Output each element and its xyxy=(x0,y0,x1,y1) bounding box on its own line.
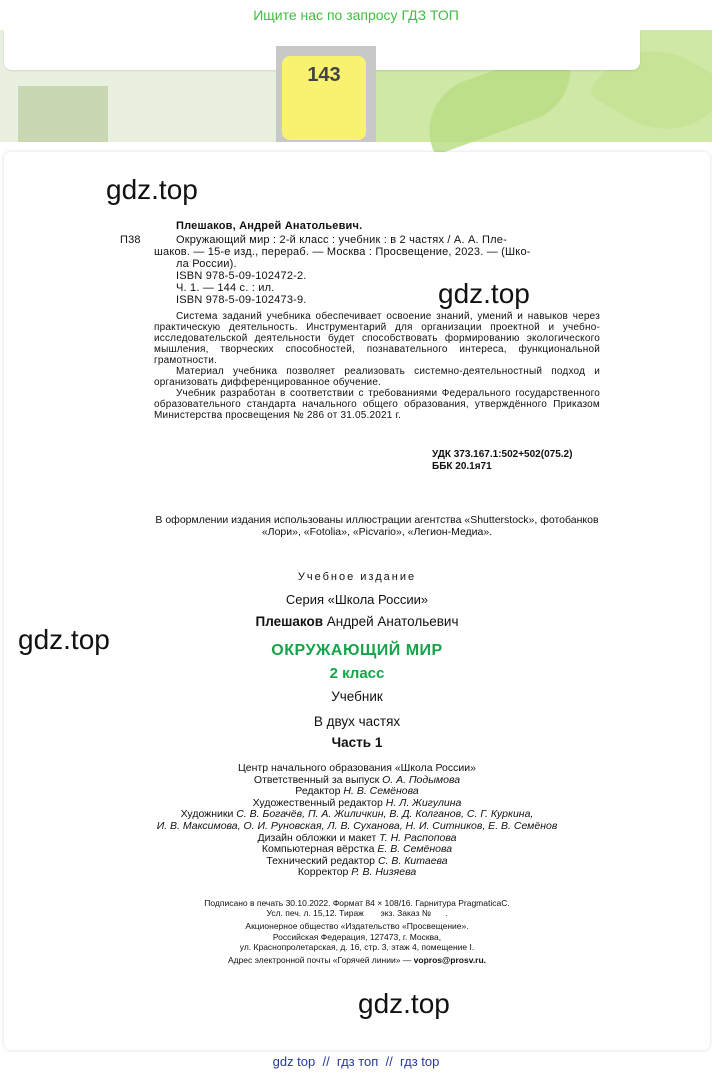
book-kind: Учебник xyxy=(331,689,383,704)
book-author xyxy=(4,614,710,629)
credit-illustrators-cont: И. В. Максимова, О. И. Руновская, Л. В. Суханова, Н. И. Ситников, Е. В. Семёнов xyxy=(156,819,558,832)
credit-tech-editor: Технический редактор С. В. Китаева xyxy=(266,854,448,867)
credit-center: Центр начального образования «Школа России» xyxy=(238,762,476,774)
series-title: Серия «Школа России» xyxy=(285,592,429,607)
author-given-name: Андрей Анатольевич xyxy=(326,614,459,629)
biblio-isbn: ISBN 978-5-09-102473-9. xyxy=(176,294,307,306)
credit-responsible: Ответственный за выпуск О. А. Подымова xyxy=(253,773,461,786)
bbk-code: ББК 20.1я71 xyxy=(432,461,492,472)
print-details xyxy=(4,898,710,965)
biblio-isbn: ISBN 978-5-09-102472-2. xyxy=(176,270,307,282)
book-part: Часть 1 xyxy=(331,735,383,750)
print-line: Усл. печ. л. 15,12. Тираж экз. Заказ № . xyxy=(266,908,448,919)
biblio-entry: Окружающий мир : 2-й класс : учебник : в 2 частях / А. А. Пле- xyxy=(176,234,507,246)
udk-code: УДК 373.167.1:502+502(075.2) xyxy=(432,449,573,460)
credit-editor: Редактор Н. В. Семёнова xyxy=(295,785,419,798)
shade-block xyxy=(18,86,108,142)
credit-proofreader: Корректор Р. В. Низяева xyxy=(297,866,417,879)
document-page xyxy=(4,152,710,1050)
book-grade: 2 класс xyxy=(329,665,385,682)
annotation-paragraph: Материал учебника позволяет реализовать системно-деятельностный подход и организовать дифференцированное обучение. xyxy=(154,366,600,388)
biblio-entry: ла России). xyxy=(176,258,237,270)
watermark: gdz.top xyxy=(358,988,450,1019)
biblio-code: П38 xyxy=(120,234,141,246)
book-title: ОКРУЖАЮЩИЙ МИР xyxy=(271,642,443,659)
biblio-author: Плешаков, Андрей Анатольевич. xyxy=(176,220,363,232)
top-banner: Ищите нас по запросу ГДЗ ТОП xyxy=(253,7,459,23)
illustrations-note: В оформлении издания использованы иллюстрации агентства «Shutterstock», фотобанков «Лори», «Fotolia», «Picvario», «Легион-Медиа». xyxy=(155,514,599,538)
watermark: gdz.top xyxy=(106,174,198,205)
watermark: gdz.top xyxy=(438,278,530,309)
classification-codes xyxy=(432,449,572,473)
watermark: gdz.top xyxy=(18,624,110,655)
bibliographic-record xyxy=(120,220,600,421)
annotation-paragraph: Учебник разработан в соответствии с требованиями Федерального государственного образовательного стандарта начального общего образования, утверждённого Приказом Министерства просвещения № 286 от 31.05.2021 г. xyxy=(154,388,600,421)
print-line: Подписано в печать 30.10.2022. Формат 84 × 108/16. Гарнитура PragmaticaC. xyxy=(204,898,510,908)
edition-type: Учебное издание xyxy=(297,571,417,583)
credit-design: Дизайн обложки и макет Т. Н. Распопова xyxy=(257,831,457,844)
author-surname: Плешаков xyxy=(255,614,323,629)
publisher-line: ул. Краснопролетарская, д. 16, стр. 3, этаж 4, помещение I. xyxy=(239,941,475,952)
credit-illustrators: Художники С. В. Богачёв, П. А. Жиличкин, В. Д. Колганов, С. Г. Куркина, xyxy=(180,808,534,821)
staff-credits xyxy=(4,763,710,879)
credit-layout: Компьютерная вёрстка Е. В. Семёнова xyxy=(261,843,453,856)
publisher-line: Акционерное общество «Издательство «Просвещение». xyxy=(245,921,469,932)
publisher-line: Российская Федерация, 127473, г. Москва, xyxy=(272,931,442,942)
bottom-banner[interactable]: gdz top // гдз топ // гдз top xyxy=(272,1054,440,1069)
page-number-badge: 143 xyxy=(282,56,366,140)
credit-art-editor: Художественный редактор Н. Л. Жигулина xyxy=(252,796,462,809)
annotation-paragraph: Система заданий учебника обеспечивает освоение знаний, умений и навыков через практическую деятельность. Инструментарий для организации проектной и учебно-исследовательской деятельности будет способствовать формированию экологического мышления, творческих способностей, познавательного интереса, функциональной грамотности. xyxy=(154,311,600,366)
hotline-email: Адрес электронной почты «Горячей линии» — vopros@prosv.ru. xyxy=(227,955,487,966)
book-parts: В двух частях xyxy=(313,714,401,729)
biblio-part-info: Ч. 1. — 144 с. : ил. xyxy=(176,282,275,294)
previous-page-bottom xyxy=(0,30,712,142)
biblio-entry: шаков. — 15-е изд., перераб. — Москва : Просвещение, 2023. — (Шко- xyxy=(154,246,531,258)
